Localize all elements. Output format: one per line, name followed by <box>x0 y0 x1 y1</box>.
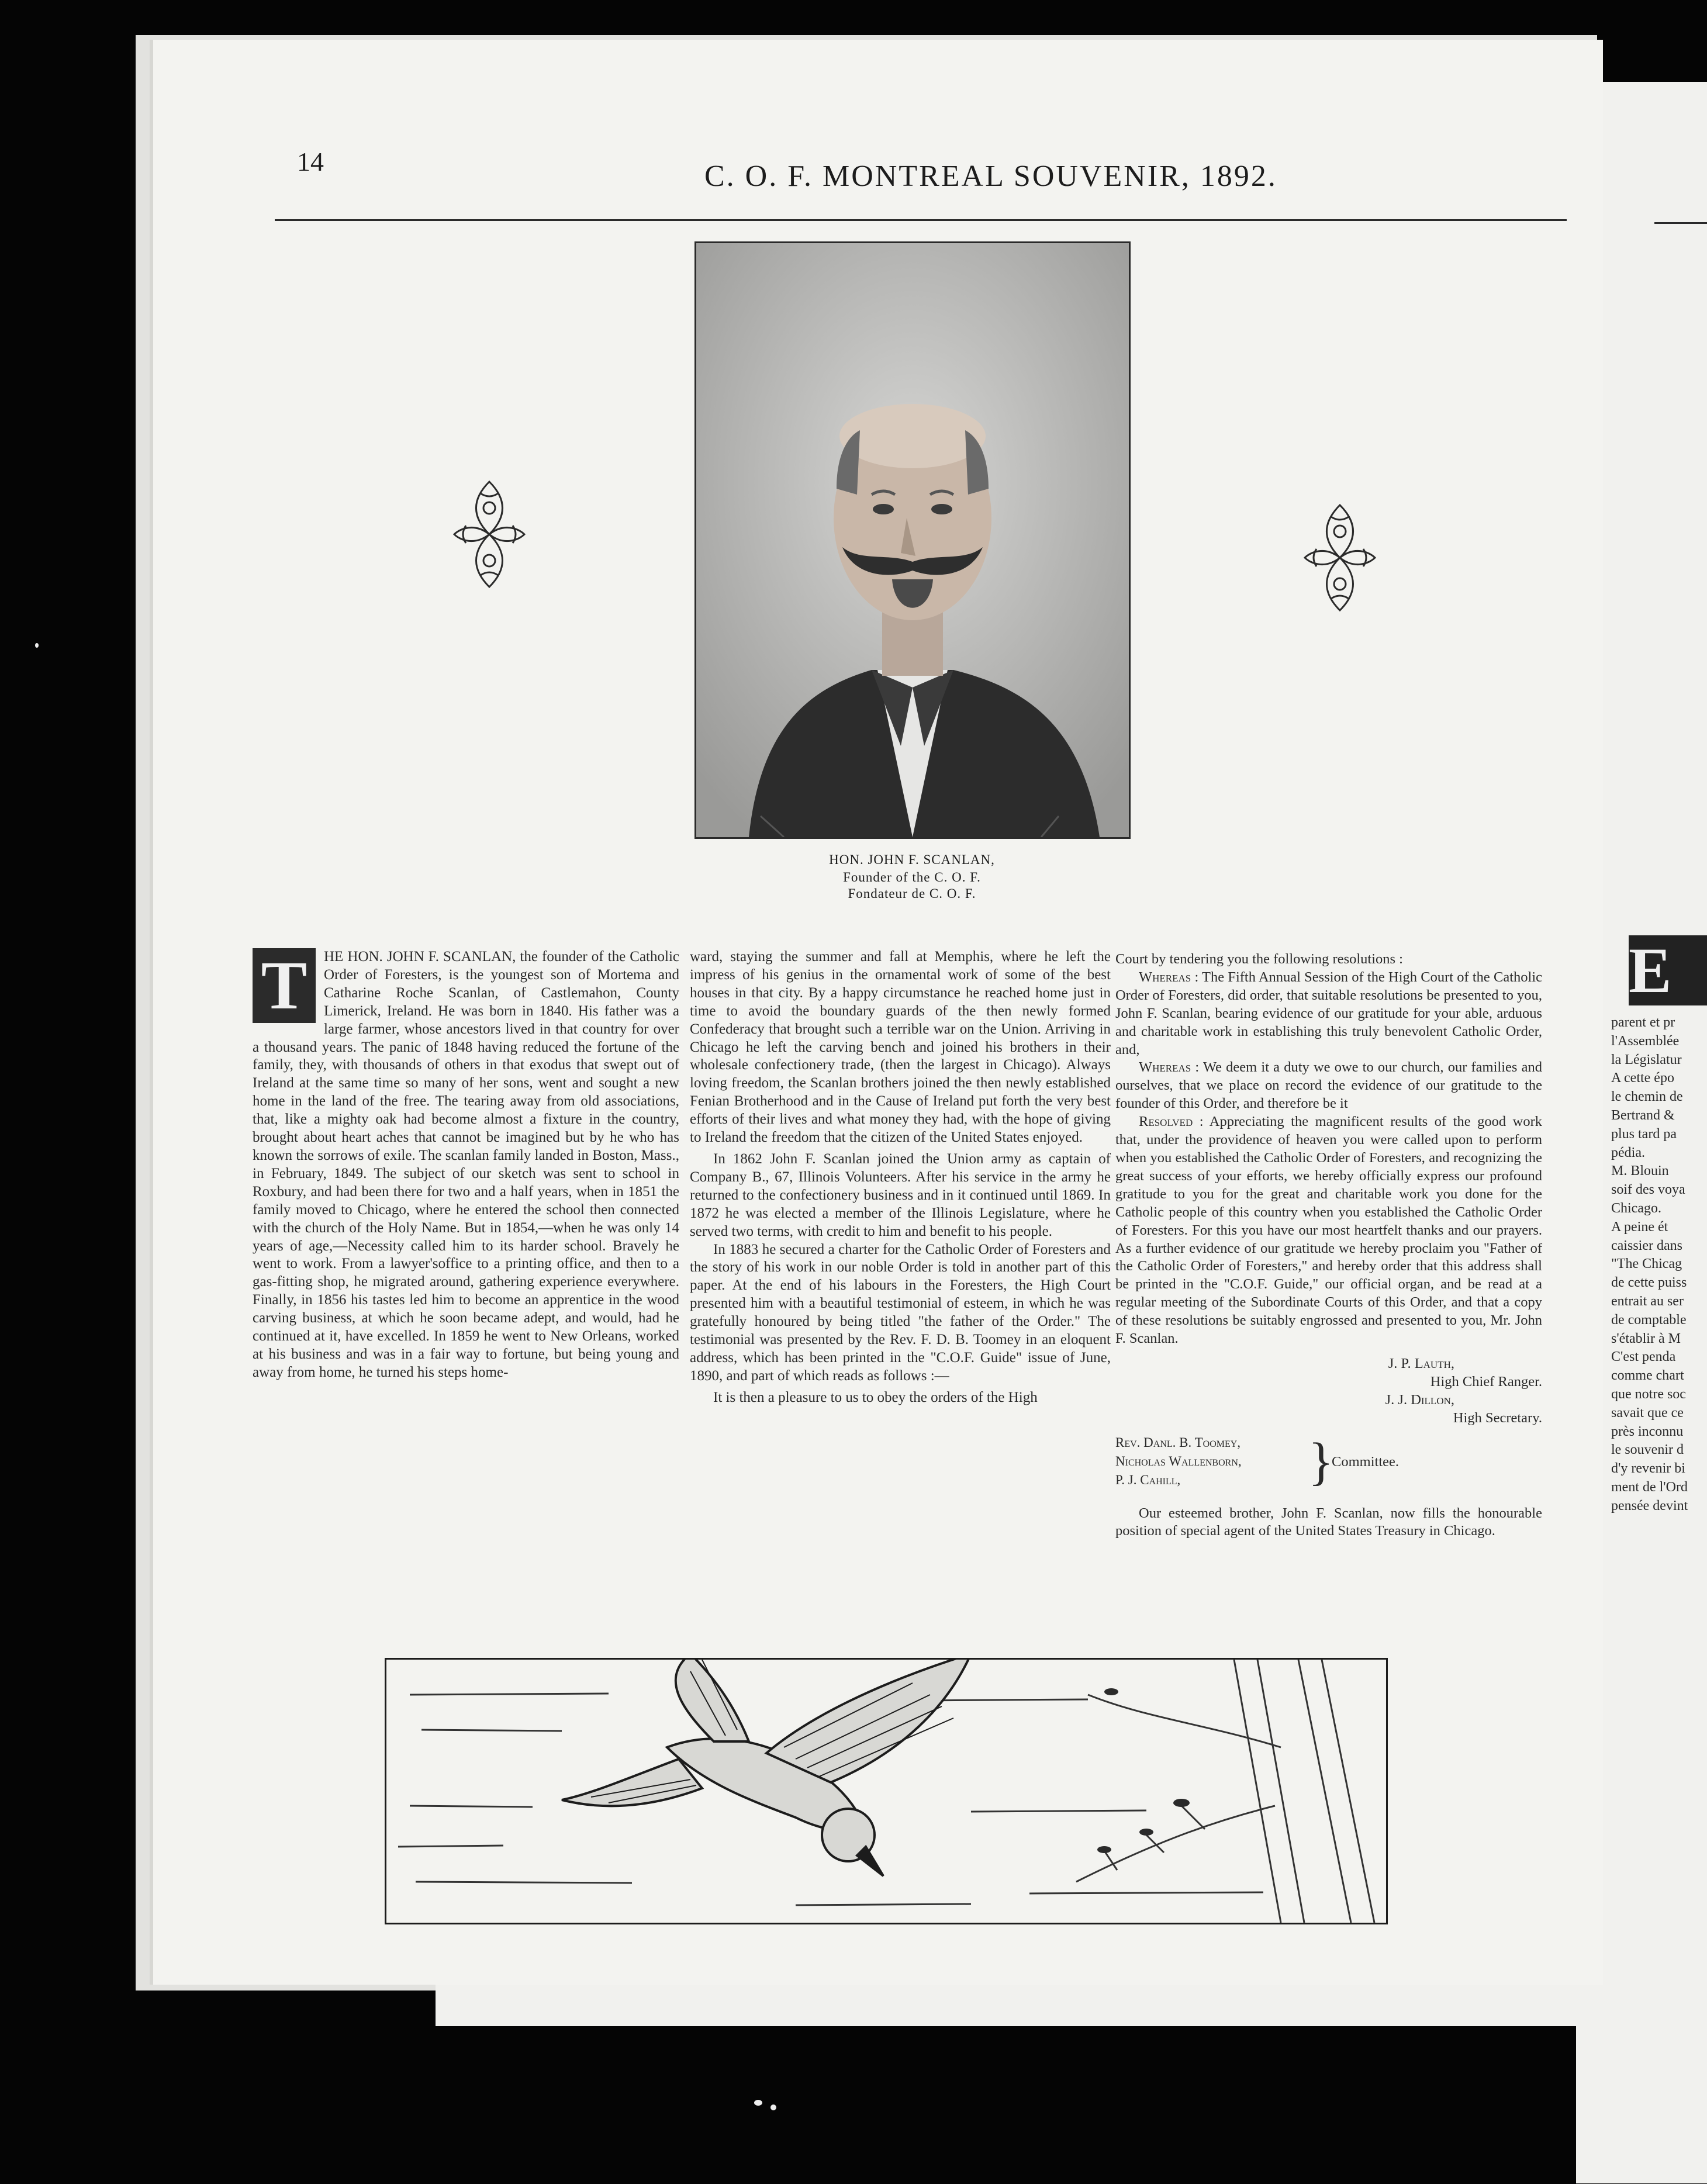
facing-line: pensée devint <box>1611 1498 1688 1513</box>
page-number: 14 <box>297 147 324 177</box>
facing-line: parent et pr <box>1611 1015 1675 1030</box>
facing-line: l'Assemblée <box>1611 1033 1680 1049</box>
portrait-engraving-icon <box>694 241 1131 839</box>
committee-member: Rev. Danl. B. Toomey, <box>1115 1435 1241 1450</box>
facing-line: comme chart <box>1611 1368 1684 1384</box>
facing-page-text <box>1611 935 1707 1516</box>
signature-name: J. P. Lauth, <box>1388 1355 1454 1371</box>
article-paragraph: In 1883 he secured a charter for the Catholic Order of Foresters and the story of his work in our noble Order is told in another part of this paper. At the end of his labours in the Foresters, the High Court presented him with a beautiful testimonial of esteem, in which he was gratefully honoured by being titled "the father of the Order." The testimonial was presented by the Rev. F. D. B. Toomey in an eloquent address, which has been printed in the "C.O.F. Guide" issue of June, 1890, and part of which reads as follows :— <box>690 1241 1111 1384</box>
whereas-label: Whereas : <box>1139 1059 1200 1076</box>
facing-line: caissier dans <box>1611 1238 1682 1253</box>
facing-page-header-rule <box>1654 222 1707 224</box>
facing-line: ment de l'Ord <box>1611 1479 1688 1495</box>
facing-line: pédia. <box>1611 1145 1645 1160</box>
resolution-resolved <box>1115 1113 1542 1348</box>
committee-member: Nicholas Wallenborn, <box>1115 1453 1242 1468</box>
facing-line: soif des voya <box>1611 1182 1685 1198</box>
resolution-whereas-2 <box>1115 1059 1542 1113</box>
article-paragraph: ward, staying the summer and fall at Memphis, where he left the impress of his genius in the ornamental work of some of the best houses in that city. By a happy circumstance he reached home just in time to avoid the boundary guards of the then newly formed Confederacy that brought such a terrible war on the Union. Arriving in Chicago he left the carving bench and joined his brothers in their wholesale confectionery trade, (then the largest in Chicago). Always loving freedom, the Scanlan brothers joined the then newly established Fenian Brotherhood and in the Cause of Ireland put forth the very best efforts of their lives and what money they had, with the hope of giving to Ireland the freedom that the citizen of the United States enjoyed. <box>690 949 1111 1146</box>
portrait-caption-french: Fondateur de C. O. F. <box>848 886 976 901</box>
facing-line: A peine ét <box>1611 1219 1668 1235</box>
scroll-ornament-icon <box>1299 499 1381 616</box>
facing-drop-cap: E <box>1629 935 1707 1005</box>
facing-line: "The Chicag <box>1611 1256 1682 1272</box>
resolved-label: Resolved : <box>1139 1114 1204 1130</box>
committee-block <box>1115 1433 1542 1490</box>
article-column-1 <box>253 948 679 1382</box>
article-column-2 <box>690 948 1111 1407</box>
facing-line: A cette épo <box>1611 1070 1674 1086</box>
page-edge-strip <box>436 1982 1599 2026</box>
whereas-text: The Fifth Annual Session of the High Court of the Catholic Order of Foresters, did order, that suitable resolutions be presented to you, John F. Scanlan, bearing evidence of our gratitude for your able, arduous and charitable work in establishing this truly benevolent Catholic Order, and, <box>1115 969 1543 1058</box>
facing-line: que notre soc <box>1611 1386 1686 1402</box>
facing-line: d'y revenir bi <box>1611 1461 1685 1477</box>
resolution-whereas-1 <box>1115 969 1542 1059</box>
facing-line: plus tard pa <box>1611 1126 1677 1142</box>
header-rule <box>275 219 1567 221</box>
closing-paragraph: Our esteemed brother, John F. Scanlan, now fills the honourable position of special agent of the United States Treasury in Chicago. <box>1115 1505 1542 1539</box>
portrait-caption-english: Founder of the C. O. F. <box>843 870 981 884</box>
committee-label: Committee. <box>1332 1453 1399 1470</box>
article-paragraph: It is then a pleasure to us to obey the orders of the High <box>713 1389 1038 1405</box>
bird-engraving-icon <box>385 1658 1388 1924</box>
facing-line: s'établir à M <box>1611 1331 1681 1346</box>
facing-line: C'est penda <box>1611 1349 1676 1365</box>
whereas-text: We deem it a duty we owe to our church, our families and ourselves, that we place on record the evidence of our gratitude to the founder of this Order, and therefore be it <box>1115 1059 1542 1112</box>
scroll-ornament-icon <box>448 476 530 593</box>
signature-name: J. J. Dillon, <box>1385 1391 1454 1408</box>
brace-icon: } <box>1308 1432 1334 1491</box>
dust-speck <box>35 643 39 648</box>
resolution-intro: Court by tendering you the following resolutions : <box>1115 951 1403 967</box>
committee-names <box>1115 1433 1314 1490</box>
signature-title: High Secretary. <box>1453 1409 1542 1426</box>
facing-line: de cette puiss <box>1611 1275 1687 1291</box>
article-paragraph: HE HON. JOHN F. SCANLAN, the founder of the Catholic Order of Foresters, is the youngest son of Mortema and Catharine Roche Scanlan, of Castlemahon, County Limerick, Ireland. He was born in 1840. His father was a large farmer, whose ancestors lived in that country for over a thousand years. The panic of 1848 having reduced the fortune of the family, they, with thousands of others in that exodus that swept out of Ireland at the same time so many of her sons, went and sought a new home in the land of the free. The tearing away from old associations, that, like a mighty oak had become almost a fixture in the country, brought about heart aches that cannot be imagined but by he who has known the sorrows of exile. The scanlan family landed in Boston, Mass., in February, 1849. The subject of our sketch was sent to school in Roxbury, and had been there for two and a half years, when in 1851 the family moved to Chicago, where he entered the school then connected with the church of the Holy Name. But in 1854,—when he was only 14 years of age,—Necessity called him to its harder school. Bravely he went to work. From a lawyer'soffice to a printing office, and then to a gas-fitting shop, he migrated around, gathering experience everywhere. Finally, in 1856 his tastes led him to become an apprentice in the wood carving business, at which he soon became adept, and would, had he continued at it, have excelled. In 1859 he went to New Orleans, worked at his business and was in a fair way to fortune, but being young and away from home, he turned his steps home- <box>253 949 679 1380</box>
dust-speck <box>754 2100 762 2106</box>
facing-line: près inconnu <box>1611 1423 1684 1439</box>
dust-speck <box>770 2104 776 2110</box>
facing-line: entrait au ser <box>1611 1293 1684 1309</box>
facing-line: le souvenir d <box>1611 1442 1684 1458</box>
facing-line: savait que ce <box>1611 1405 1684 1421</box>
article-column-3 <box>1115 951 1542 1540</box>
facing-line: de comptable <box>1611 1312 1687 1328</box>
facing-line: Bertrand & <box>1611 1107 1675 1123</box>
drop-cap-initial: T <box>253 948 316 1023</box>
facing-line: M. Blouin <box>1611 1163 1669 1179</box>
article-paragraph: In 1862 John F. Scanlan joined the Union army as captain of Company B., 67, Illinois Volunteers. After his service in the army he returned to the confectionery business and in it continued until 1869. In 1872 he was elected a member of the Illinois Legislature, where he served two terms, with credit to him and benefit to his people. <box>690 1150 1111 1239</box>
facing-line: la Législatur <box>1611 1052 1682 1067</box>
facing-line: le chemin de <box>1611 1089 1683 1105</box>
signature-title: High Chief Ranger. <box>1430 1373 1542 1390</box>
committee-member: P. J. Cahill, <box>1115 1472 1181 1487</box>
facing-line: Chicago. <box>1611 1200 1661 1216</box>
portrait-caption-name: HON. JOHN F. SCANLAN, <box>829 852 995 867</box>
resolved-text: Appreciating the magnificent results of the good work that, under the providence of heaven you were called upon to perform when you established the Catholic Order of Foresters, and recognizing the great success of your efforts, we hereby officially express our profound gratitude to you for the great and charitable work you done for the Catholic people of this country when you established the Catholic Order of Foresters. For this you have our most heartfelt thanks and our prayers. As a further evidence of our gratitude we hereby proclaim you "Father of the Catholic Order of Foresters," and hereby order that this address shall be printed in the "C.O.F. Guide," our official organ, and be read at a regular meeting of the Subordinate Courts of this Order, and that a copy of these resolutions be suitably engrossed and presented to you, Mr. John F. Scanlan. <box>1115 1114 1542 1347</box>
running-title: C. O. F. MONTREAL SOUVENIR, 1892. <box>704 160 1277 193</box>
whereas-label: Whereas : <box>1139 969 1199 985</box>
